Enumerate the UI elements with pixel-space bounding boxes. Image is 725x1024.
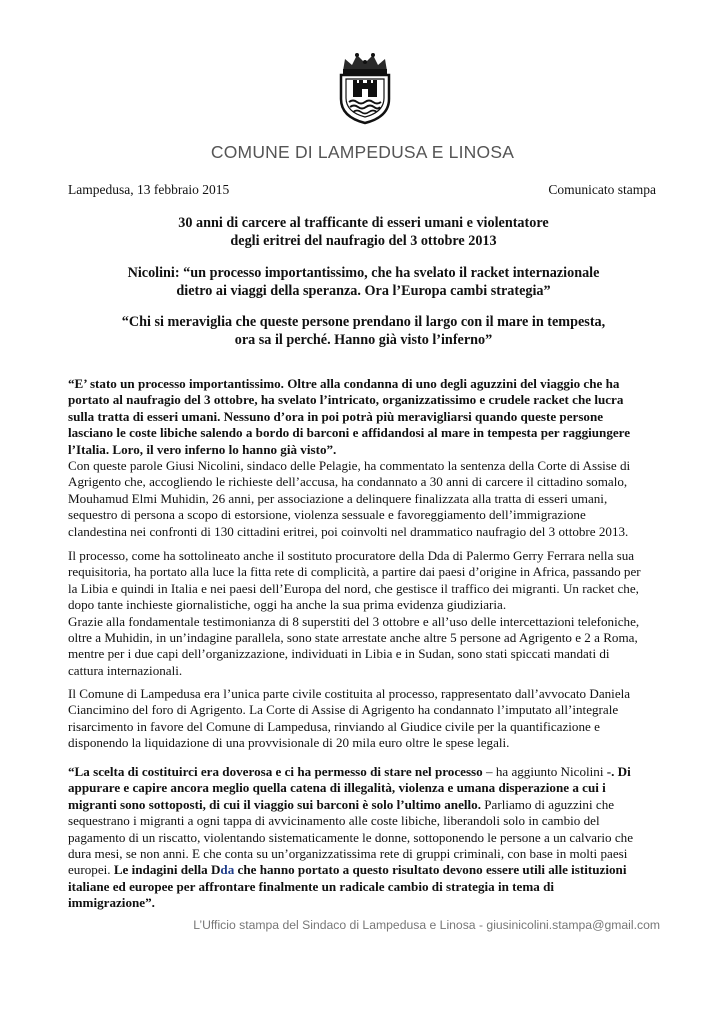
paragraph-line: “E’ stato un processo importantissimo. Oltre alla condanna di uno degli aguzzini del viaggio che ha: [68, 376, 620, 391]
paragraph-line: sequestrano i migranti a ogni tappa di avvicinamento alle coste libiche, liberandoli solo in cambio del: [68, 813, 600, 829]
paragraph-1: [68, 376, 660, 540]
paragraph-line: [68, 862, 660, 878]
paragraph-3: [68, 686, 660, 752]
footer-contact: L’Ufficio stampa del Sindaco di Lampedusa e Linosa - giusinicolini.stampa@gmail.com: [193, 918, 660, 932]
paragraph-line: Con queste parole Giusi Nicolini, sindaco delle Pelagie, ha commentato la sentenza della Corte di Assise di: [68, 458, 631, 474]
paragraph-line: cattura internazionali.: [68, 662, 183, 678]
plain-run: – ha aggiunto Nicolini: [482, 764, 607, 779]
plain-run: Parliamo di aguzzini che: [480, 796, 615, 812]
paragraph-line: appurare e capire ancora meglio quella catena di illegalità, violenza e umana disperazione a cui i: [68, 780, 606, 796]
plain-run: europei.: [68, 862, 114, 878]
paragraph-line: sequestro di persona a scopo di estorsione, violenza sessuale e favoreggiamento dell’immigrazione: [68, 507, 586, 523]
paragraph-line: oltre a Muhidin, in un’indagine parallela, sono state arrestate anche altre 5 persone ad Agrigento e 2 a Roma,: [68, 630, 638, 646]
paragraph-line: disponendo la liquidazione di una provvisionale di 20 mila euro oltre le spese legali.: [68, 735, 510, 751]
quote-line: “Chi si meraviglia che queste persone prendano il largo con il mare in tempesta,: [121, 314, 606, 330]
bold-run: -. Di: [606, 764, 631, 779]
paragraph-line: dopo tante inchieste giornalistiche, oggi ha anche la sua prima evidenza giudiziaria.: [68, 597, 507, 613]
headline-subtitle: [68, 264, 659, 300]
municipality-name: COMUNE DI LAMPEDUSA E LINOSA: [210, 142, 515, 162]
place-date: Lampedusa, 13 febbraio 2015: [68, 182, 230, 197]
municipal-coat-of-arms-icon: [335, 51, 395, 125]
paragraph-4: [68, 764, 660, 912]
paragraph-line: dura mesi, se non anni. E che conta su un’organizzatissima rete di gruppi criminali, con base in molti paesi: [68, 846, 628, 862]
paragraph-2: [68, 548, 660, 679]
headline-quote: [68, 313, 659, 349]
paragraph-line: portato al naufragio del 3 ottobre, ha svelato l’intricato, organizzatissimo e crudele racket che lucra: [68, 392, 624, 408]
bold-run: “La scelta di costituirci era doverosa e ci ha permesso di stare nel processo: [68, 764, 483, 779]
paragraph-line: Ciancimino del foro di Agrigento. La Corte di Assise di Agrigento ha condannato l’imputato all’integrale: [68, 702, 619, 718]
bold-blue-run: da: [220, 862, 235, 878]
paragraph-line: mentre per i due capi dell’organizzazione, individuati in Libia e in Sudan, sono stati spiccati mandati di: [68, 646, 610, 662]
bold-run: migranti sono sottoposti, di cui il viaggio sui barconi è solo l’ultimo anello.: [68, 796, 481, 812]
headline-line: degli eritrei del naufragio del 3 ottobre 2013: [230, 233, 497, 249]
paragraph-line: Il Comune di Lampedusa era l’unica parte civile costituita al processo, rappresentato dall’avvocato Daniela: [68, 686, 631, 701]
paragraph-line: Grazie alla fondamentale testimonianza di 8 superstiti del 3 ottobre e all’uso delle intercettazioni telefoniche,: [68, 613, 640, 629]
paragraph-line: l’Italia. Loro, il vero inferno lo hanno già visto”.: [68, 441, 337, 457]
paragraph-line: clandestina nei confronti di 130 cittadini eritrei, poi coinvolti nel drammatico naufragio del 3 ottobre 2013.: [68, 523, 629, 539]
headline-line: 30 anni di carcere al trafficante di esseri umani e violentatore: [178, 215, 549, 231]
paragraph-line: requisitoria, ha portato alla luce la fitta rete di complicità, a partire dai paesi d’origine in Africa, passando per: [68, 564, 641, 580]
document-type: Comunicato stampa: [548, 182, 656, 197]
paragraph-line: risarcimento in favore del Comune di Lampedusa, rinviando al Giudice civile per la quantificazione e: [68, 718, 600, 734]
paragraph-line: [68, 797, 660, 813]
paragraph-line: lasciano le coste libiche salendo a bordo di barconi e affidandosi al mare in tempesta per raggiungere: [68, 425, 631, 441]
paragraph-line: Agrigento che, accogliendo le richieste dell’accusa, ha condannato a 30 anni di carcere il cittadino somalo,: [68, 474, 628, 490]
paragraph-line: Mouhamud Elmi Muhidin, 26 anni, per associazione a delinquere finalizzata alla tratta di esseri umani,: [68, 490, 608, 506]
bold-run: che hanno portato a questo risultato devono essere utili alle istituzioni: [234, 862, 627, 878]
paragraph-line: immigrazione”.: [68, 895, 155, 911]
paragraph-line: Il processo, come ha sottolineato anche il sostituto procuratore della Dda di Palermo Gerry Ferrara nella sua: [68, 548, 635, 563]
headline-title: [68, 214, 659, 250]
paragraph-line: la Libia e quindi in Italia e nei paesi dell’Europa del nord, che gestisce il traffico dei migranti. Un racket che,: [68, 580, 639, 596]
paragraph-line: italiane ed europee per affrontare finalmente un radicale cambio di strategia in tema di: [68, 878, 554, 894]
bold-run: Le indagini della D: [113, 862, 221, 878]
quote-line: ora sa il perché. Hanno già visto l’inferno”: [234, 332, 493, 348]
paragraph-line: pagamento di un riscatto, violentando sistematicamente le donne, sottoponendo le persone a un calvario che: [68, 829, 634, 845]
paragraph-line: sulla tratta di esseri umani. Nessuno d’ora in poi potrà più meravigliarsi quando queste persone: [68, 408, 604, 424]
paragraph-line: [68, 764, 660, 780]
subtitle-line: Nicolini: “un processo importantissimo, che ha svelato il racket internazionale: [127, 265, 600, 281]
subtitle-line: dietro ai viaggi della speranza. Ora l’Europa cambi strategia”: [176, 283, 551, 299]
